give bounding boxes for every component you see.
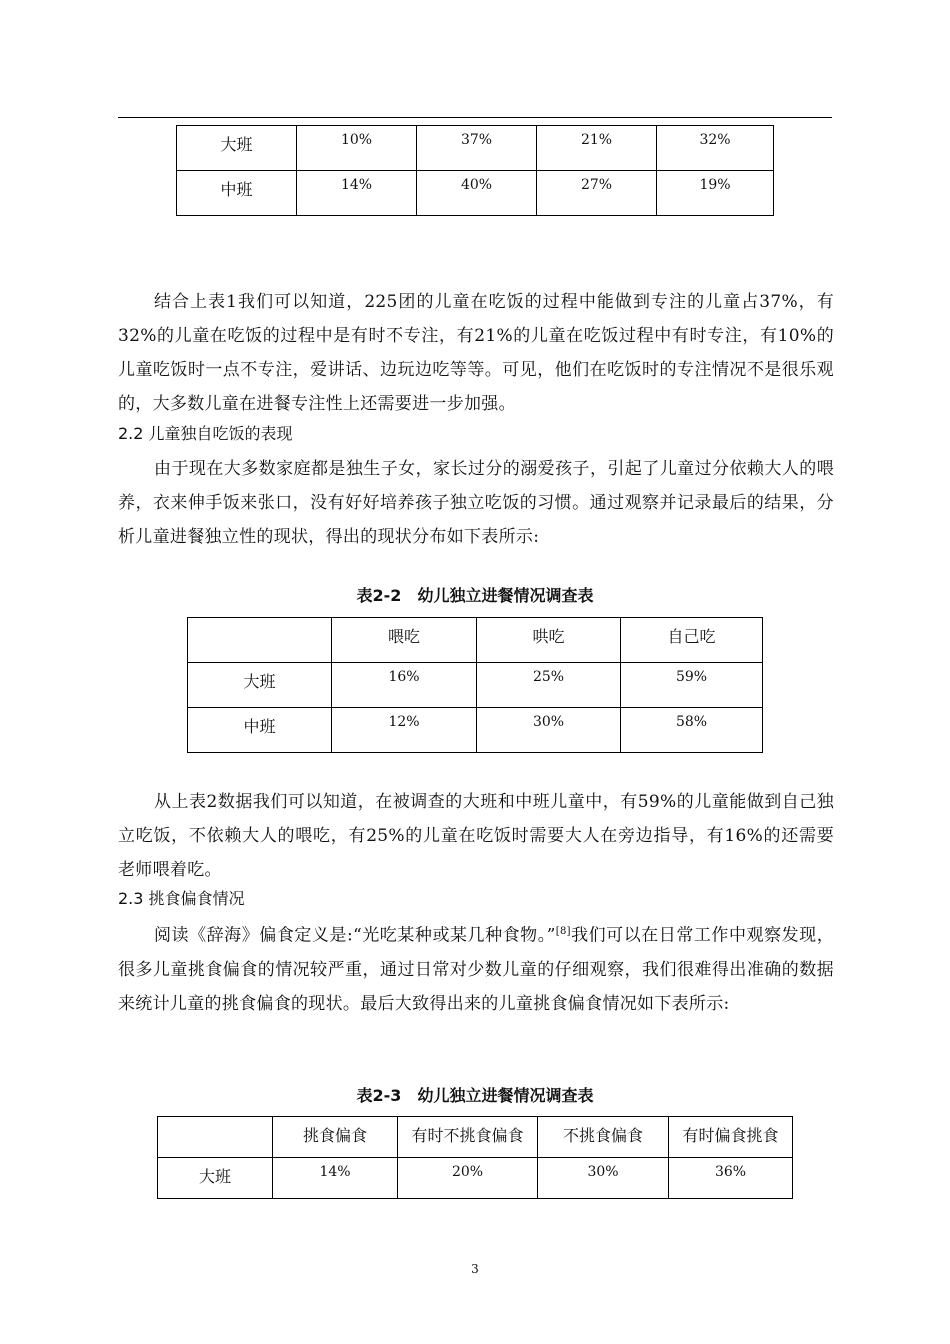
cell-value: 58% bbox=[675, 714, 708, 730]
paragraph-table1-analysis: 结合上表1我们可以知道，225团的儿童在吃饭的过程中能做到专注的儿童占37%，有32%的儿童在吃饭的过程中是有时不专注，有21%的儿童在吃饭过程中有时专注，有10%的儿童吃饭时一点不专注，爱讲话、边玩边吃等等。可见，他们在吃饭时的专注情况不是很乐观的，大多数儿童在进餐专注性上还需要进一步加强。 bbox=[118, 292, 834, 414]
header-cell: 有时不挑食偏食 bbox=[411, 1126, 524, 1145]
paragraph-independent-eating: 由于现在大多数家庭都是独生子女，家长过分的溺爱孩子，引起了儿童过分依赖大人的喂养，衣来伸手饭来张口，没有好好培养孩子独立吃饭的习惯。通过观察并记录最后的结果，分析儿童进餐独立性的现状，得出的现状分布如下表所示: bbox=[118, 459, 834, 547]
table-row bbox=[158, 1158, 793, 1199]
table-2-2 bbox=[187, 617, 763, 753]
row-label: 中班 bbox=[220, 180, 253, 199]
row-label: 大班 bbox=[220, 135, 253, 154]
paragraph-picky-eating bbox=[118, 915, 834, 1021]
table-2-3-caption: 表2-3 幼儿独立进餐情况调查表 bbox=[356, 1086, 594, 1105]
table-header-row bbox=[188, 618, 763, 663]
cell-value: 10% bbox=[340, 132, 373, 148]
cell-value: 32% bbox=[699, 132, 731, 148]
cell-value: 37% bbox=[460, 132, 493, 148]
header-cell: 有时偏食挑食 bbox=[682, 1126, 779, 1145]
cell-value: 19% bbox=[699, 177, 731, 193]
cell-value: 27% bbox=[580, 177, 613, 193]
header-cell bbox=[158, 1117, 272, 1123]
cell-value: 36% bbox=[714, 1164, 747, 1180]
citation-ref: [8] bbox=[555, 926, 571, 937]
header-cell: 挑食偏食 bbox=[302, 1126, 367, 1145]
cell-value: 20% bbox=[451, 1164, 484, 1180]
cell-value: 14% bbox=[340, 177, 373, 193]
header-rule bbox=[118, 117, 832, 118]
paragraph-text: 阅读《辞海》偏食定义是:“光吃某种或某几种食物。” bbox=[154, 925, 556, 946]
page-number: 3 bbox=[471, 1262, 479, 1276]
header-cell bbox=[188, 618, 331, 624]
table-2-2-caption: 表2-2 幼儿独立进餐情况调查表 bbox=[356, 586, 594, 605]
row-label: 大班 bbox=[198, 1167, 231, 1186]
header-cell: 哄吃 bbox=[532, 627, 565, 646]
table-row bbox=[188, 663, 763, 708]
table-2-1-continued bbox=[176, 125, 774, 216]
cell-value: 25% bbox=[532, 669, 565, 685]
cell-value: 30% bbox=[587, 1164, 619, 1180]
cell-value: 14% bbox=[319, 1164, 351, 1180]
row-label: 中班 bbox=[243, 717, 276, 736]
paragraph-text: 我们可以在日常工作中观察发现，很多儿童挑食偏食的情况较严重，通过日常对少数儿童的仔细观察，我们很难得出准确的数据来统计儿童的挑食偏食的现状。最后大致得出来的儿童挑食偏食情况如下表所示: bbox=[118, 925, 835, 1014]
header-cell: 喂吃 bbox=[387, 627, 420, 646]
cell-value: 40% bbox=[460, 177, 493, 193]
header-cell: 不挑食偏食 bbox=[562, 1126, 643, 1145]
row-label: 大班 bbox=[243, 672, 276, 691]
table-row bbox=[188, 708, 763, 753]
table-header-row bbox=[158, 1117, 793, 1158]
table-row bbox=[177, 171, 774, 216]
section-heading-2-2: 2.2 儿童独自吃饭的表现 bbox=[118, 424, 293, 443]
paragraph-table2-analysis: 从上表2数据我们可以知道，在被调查的大班和中班儿童中，有59%的儿童能做到自己独立吃饭，不依赖大人的喂吃，有25%的儿童在吃饭时需要大人在旁边指导，有16%的还需要老师喂着吃。 bbox=[118, 792, 834, 880]
table-row bbox=[177, 126, 774, 171]
cell-value: 21% bbox=[580, 132, 613, 148]
table-2-3 bbox=[157, 1116, 793, 1199]
cell-value: 59% bbox=[675, 669, 708, 685]
cell-value: 16% bbox=[388, 669, 420, 685]
section-heading-2-3: 2.3 挑食偏食情况 bbox=[118, 889, 245, 908]
header-cell: 自己吃 bbox=[667, 627, 716, 646]
cell-value: 30% bbox=[532, 714, 565, 730]
cell-value: 12% bbox=[388, 714, 420, 730]
